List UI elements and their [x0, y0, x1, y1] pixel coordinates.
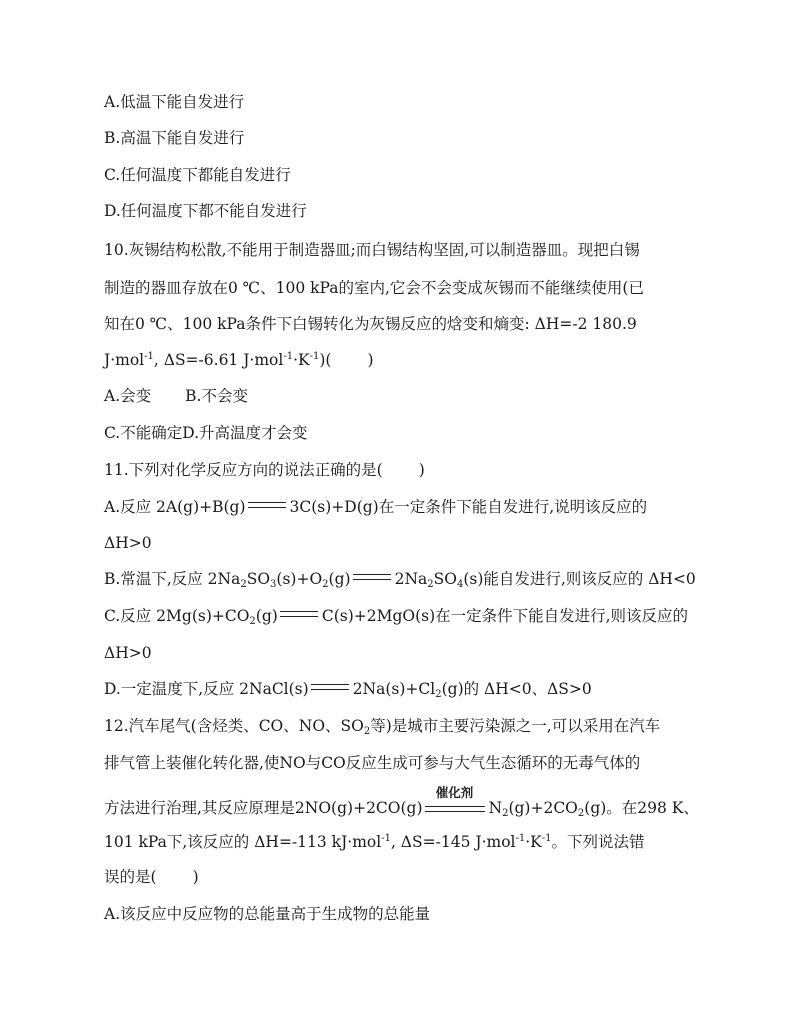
q10-stem-line1: 10.灰锡结构松散,不能用于制造器皿;而白锡结构坚固,可以制造器皿。现把白锡 — [104, 241, 640, 259]
q10-option-a: A.会变 — [104, 387, 152, 405]
q10-options-cd — [104, 423, 308, 443]
q9-option-b: B.高温下能自发进行 — [104, 129, 245, 147]
equilibrium-sign — [311, 684, 349, 690]
catalyst-label: 催化剂 — [435, 785, 474, 800]
q11-option-c: C.反应 $2Mg(s)+CO_2(g)$ C(s)+2MgO(s)在一定条件下能自发进行,则该反应的 — [104, 607, 689, 627]
q12-stem-line2: 排气管上装催化转化器,使NO与CO反应生成可参与大气生态循环的无毒气体的 — [104, 754, 641, 772]
equilibrium-sign — [248, 502, 286, 508]
q10-stem-line4: J·mol$^{-1}$, ΔS=-6.61 $J\cdot mol^{-1}\cdot K^{-1}$)( ) — [104, 351, 374, 369]
q11-option-a: A.反应 2A(g)+B(g) 3C(s)+D(g)在一定条件下能自发进行,说明该反应的 — [104, 498, 648, 516]
q10-option-b: B.不会变 — [185, 387, 248, 405]
q10-stem-line3: 知在0 ℃、100 kPa条件下白锡转化为灰锡反应的焓变和熵变: ΔH=-2 180.9 — [104, 315, 637, 333]
q12-stem-line1: 12.汽车尾气(含烃类、CO、NO、$SO_2$等)是城市主要污染源之一,可以采用在汽车 — [104, 717, 661, 737]
q12-stem-line3: 方法进行治理,其反应原理是2NO(g)+2CO(g) 催化剂 $N_2(g)+2CO_2(g)$。在298 K、 — [104, 785, 699, 819]
q12-option-a: A.该反应中反应物的总能量高于生成物的总能量 — [104, 905, 431, 923]
q12-stem-line4: 101 kPa下,该反应的 ΔH=-113 kJ·mol$^{-1}$, ΔS=-145 $J\cdot mol^{-1}\cdot K^{-1}$。下列说法错 — [104, 833, 645, 851]
q11-stem: 11.下列对化学反应方向的说法正确的是( ) — [104, 461, 425, 479]
q10-option-d: D.升高温度才会变 — [182, 424, 308, 442]
equilibrium-sign — [353, 574, 391, 580]
q11-option-d: D.一定温度下,反应 2NaCl(s) $2Na(s)+Cl_2(g)$的 ΔH<0、ΔS>0 — [104, 680, 592, 700]
q9-option-c: C.任何温度下都能自发进行 — [104, 166, 291, 184]
q9-option-a: A.低温下能自发进行 — [104, 93, 245, 111]
q10-option-c: C.不能确定 — [104, 424, 183, 442]
catalyst-arrow — [425, 785, 485, 815]
q11-option-c-line2: ΔH>0 — [104, 644, 152, 662]
q10-stem-line2: 制造的器皿存放在0 ℃、100 kPa的室内,它会不会变成灰锡而不能继续使用(已 — [104, 279, 644, 297]
q9-option-d: D.任何温度下都不能自发进行 — [104, 202, 307, 220]
q11-option-b: B.常温下,反应 $2Na_2SO_3(s)+O_2(g)$ $2Na_2SO_4(s)$能自发进行,则该反应的 ΔH<0 — [104, 570, 696, 590]
q11-option-a-line2: ΔH>0 — [104, 534, 152, 552]
equilibrium-sign — [280, 611, 318, 617]
q10-options-ab — [104, 386, 248, 406]
q12-stem-line5: 误的是( ) — [104, 868, 199, 886]
